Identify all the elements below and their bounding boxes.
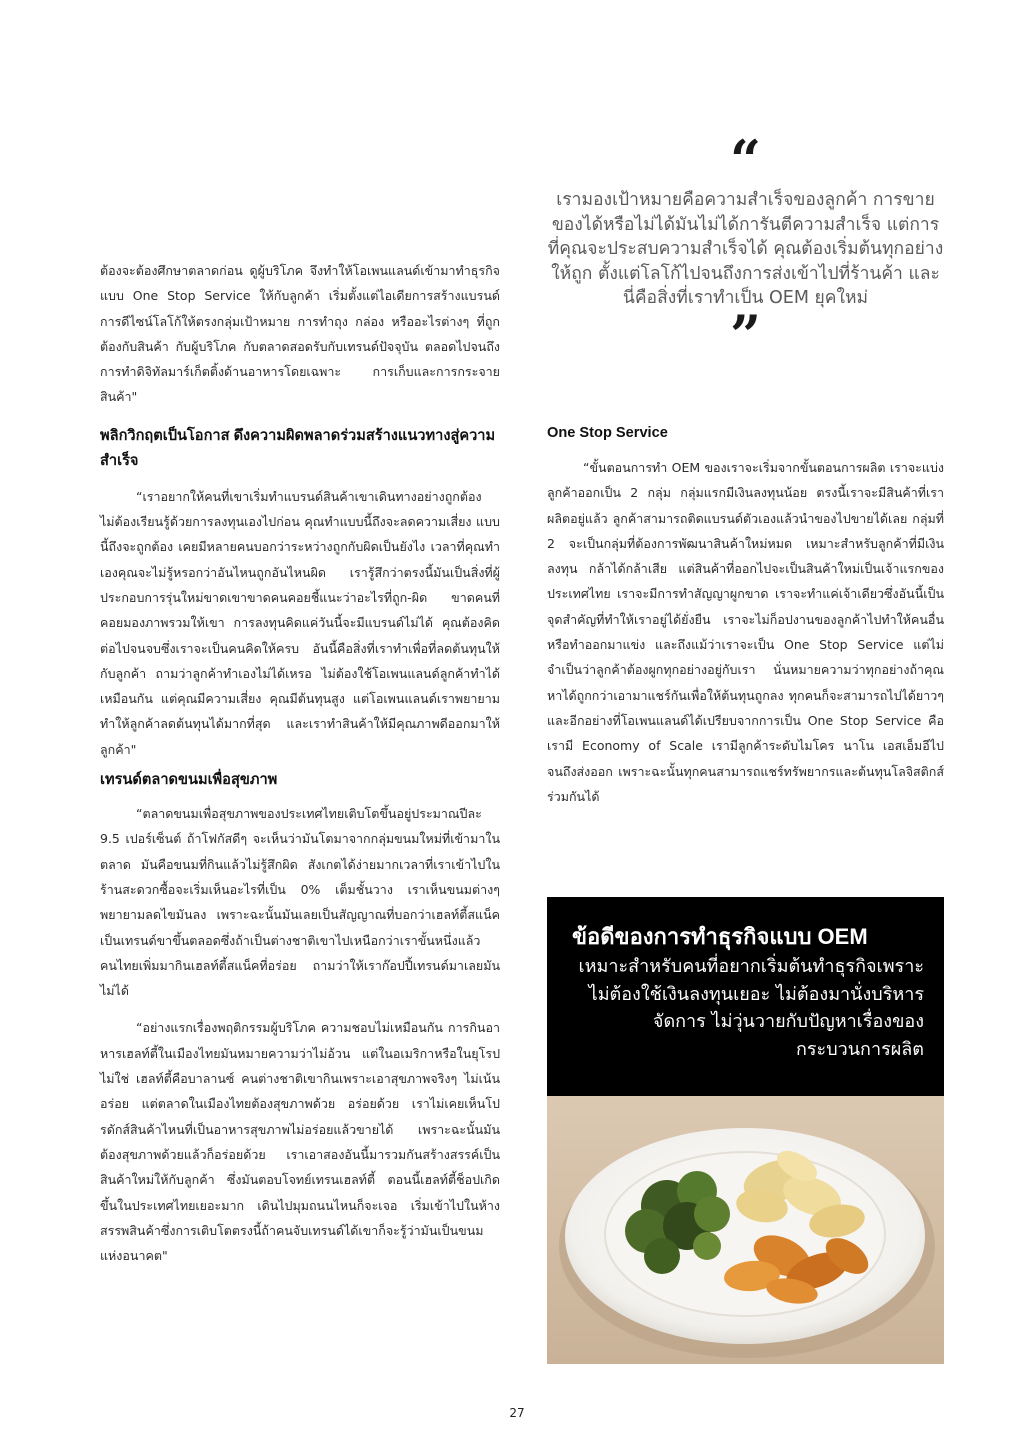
paragraph-healthy-market: “ตลาดขนมเพื่อสุขภาพของประเทศไทยเติบโตขึ้นอยู่ประมาณปีละ 9.5 เปอร์เซ็นต์ ถ้าโฟกัสดีๆ จะเห็นว่ามันโตมาจากกลุ่มขนมใหม่ที่เข้ามาในตลาด มันคือขนมที่กินแล้วไม่รู้สึกผิด สังเกตได้ง่ายมากเวลาที่เราเข้าไปในร้านสะดวกซื้อจะเริ่มเห็นอะไรที่เป็น 0% เต็มชั้นวาง เราเห็นขนมต่างๆ พยายามลดไขมันลง เพราะฉะนั้นมันเลยเป็นสัญญาณที่บอกว่าเฮลท์ตี้สแน็คเป็นเทรนด์ขาขึ้นตลอดซึ่งถ้าเป็นต่างชาติเขาไปเหนือกว่าเราขั้นหนึ่งแล้ว คนไทยเพิ่มมากินเฮลท์ตี้สแน็คที่อร่อย ถามว่าให้เราก๊อปปี้เทรนด์มาเลยมันไม่ได้ [100, 806, 500, 999]
oem-benefits-text: เหมาะสำหรับคนที่อยากเริ่มต้นทำธุรกิจเพราะไม่ต้องใช้เงินลงทุนเยอะ ไม่ต้องมานั่งบริหารจัดการ ไม่วุ่นวายกับปัญหาเรื่องของกระบวนการผลิต [578, 956, 924, 1060]
open-quote-mark: “ [729, 128, 762, 192]
oem-benefits-title: ข้อดีของการทำธุรกิจแบบ OEM [572, 924, 868, 949]
page-number: 27 [509, 1406, 525, 1420]
snack-plate-illustration [547, 1096, 944, 1364]
pull-quote-text: เรามองเป้าหมายคือความสำเร็จของลูกค้า การขายของได้หรือไม่ได้มันไม่ได้การันตีความสำเร็จ แต่การที่คุณจะประสบความสำเร็จได้ คุณต้องเริ่มต้นทุกอย่างให้ถูก ตั้งแต่โลโก้ไปจนถึงการส่งเข้าไปที่ร้านค้า และนี่คือสิ่งที่เราทำเป็น OEM ยุคใหม่ [547, 190, 944, 309]
paragraph-consumer-behavior: “อย่างแรกเรื่องพฤติกรรมผู้บริโภค ความชอบไม่เหมือนกัน การกินอาหารเฮลท์ตี้ในเมืองไทยมันหมายความว่าไม่อ้วน แต่ในอเมริกาหรือในยุโรปไม่ใช่ เฮลท์ตี้คือบาลานซ์ คนต่างชาติเขากินเพราะเอาสุขภาพจริงๆ ไม่เน้นอร่อย แต่ตลาดในเมืองไทยต้องสุขภาพด้วย อร่อยด้วย เราไม่เคยเห็นโปรดักส์สินค้าไหนที่เป็นอาหารสุขภาพไม่อร่อยแล้วขายได้ เพราะฉะนั้นมันต้องสุขภาพด้วยแล้วก็อร่อยด้วย เราเอาสองอันนี้มารวมกันสร้างสรรค์เป็นสินค้าใหม่ให้กับลูกค้า ซึ่งมันตอบโจทย์เทรนเฮลท์ตี้ ตอนนี้เฮลท์ตี้ช็อปเกิดขึ้นในประเทศไทยเยอะมาก เดินไปมุมถนนไหนก็จะเจอ เริ่มเข้าไปในห้างสรรพสินค้าซึ่งการเติบโตตรงนี้ถ้าคนจับเทรนด์ได้เขาก็จะรู้ว่ามันเป็นขนมแห่งอนาคต" [100, 1020, 500, 1264]
right-column [547, 421, 944, 809]
section-heading-healthy-snack: เทรนด์ตลาดขนมเพื่อสุขภาพ [100, 772, 278, 789]
paragraph-opportunity: “เราอยากให้คนที่เขาเริ่มทำแบรนด์สินค้าเขาเดินทางอย่างถูกต้อง ไม่ต้องเรียนรู้ด้วยการลงทุนเองไปก่อน คุณทำแบบนี้ถึงจะลดความเสี่ยง แบบนี้ถึงจะถูกต้อง เคยมีหลายคนบอกว่าระหว่างถูกกับผิดเป็นยังไง เวลาที่คุณทำเองคุณจะไม่รู้หรอกว่าอันไหนถูกอันไหนผิด เรารู้สึกว่าตรงนี้มันเป็นสิ่งที่ผู้ประกอบการรุ่นใหม่ขาดเขาขาดคนคอยชี้แนะว่าอะไรที่ถูก-ผิด ขาดคนที่คอยมองภาพรวมให้เขา การลงทุนคิดแค่วันนี้จะมีแบรนด์ไม่ได้ คุณต้องคิดต่อไปจนจบซึ่งเราจะเป็นคนคิดให้ครบ อันนี้คือสิ่งที่เราทำเพื่อที่ลดต้นทุนให้กับลูกค้า ถามว่าลูกค้าทำเองไม่ได้เหรอ ไม่ต้องใช้โอเพนแลนด์ลูกค้าทำได้เหมือนกัน แต่คุณมีความเสี่ยง คุณมีต้นทุนสูง แต่โอเพนแลนด์เราพยายามทำให้ลูกค้าลดต้นทุนได้มากที่สุด และเราทำสินค้าให้มีคุณภาพดีออกมาให้ลูกค้า" [100, 488, 500, 757]
oem-benefits-box [547, 897, 944, 1096]
paragraph-one-stop-service: “ขั้นตอนการทำ OEM ของเราจะเริ่มจากขั้นตอนการผลิต เราจะแบ่งลูกค้าออกเป็น 2 กลุ่ม กลุ่มแรกมีเงินลงทุนน้อย ตรงนี้เราจะมีสินค้าที่เราผลิตอยู่แล้ว ลูกค้าสามารถติดแบรนด์ตัวเองแล้วนำของไปขายได้เลย กลุ่มที่ 2 จะเป็นกลุ่มที่ต้องการพัฒนาสินค้าใหม่หมด เหมาะสำหรับลูกค้าที่มีเงินลงทุน กล้าได้กล้าเสีย แต่สินค้าที่ออกไปจะเป็นสินค้าใหม่เป็นเจ้าแรกของประเทศไทย เราจะมีการทำสัญญาผูกขาด เราจะทำแค่เจ้าเดียวซึ่งอันนี้เป็นจุดสำคัญที่ทำให้เราอยู่ได้ยั่งยืน เราจะไม่ก็อปงานของลูกค้าไปทำให้คนอื่นหรือทำออกมาแข่ง และถึงแม้ว่าเราจะเป็น One Stop Service แต่ไม่จำเป็นว่าลูกค้าต้องผูกทุกอย่างอยู่กับเรา นั่นหมายความว่าทุกอย่างถ้าคุณหาได้ถูกกว่าเอามาแชร์กันเพื่อให้ต้นทุนถูกลง ทุกคนก็จะสามารถไปได้ยาวๆ และอีกอย่างที่โอเพนแลนด์ได้เปรียบจากการเป็น One Stop Service คือเรามี Economy of Scale เรามีลูกค้าระดับไมโคร นาโน เอสเอ็มอีไปจนถึงส่งออก เพราะฉะนั้นทุกคนสามารถแชร์ทรัพยากรและต้นทุนโลจิสติกส์ร่วมกันได้ [547, 460, 944, 804]
intro-paragraph: ต้องจะต้องศึกษาตลาดก่อน ดูผู้บริโภค จึงทำให้โอเพนแลนด์เข้ามาทำธุรกิจแบบ One Stop Service ให้กับลูกค้า เริ่มตั้งแต่ไอเดียการสร้างแบรนด์ การดีไซน์โลโก้ให้ตรงกลุ่มเป้าหมาย การทำถุง กล่อง หรืออะไรต่างๆ ที่ถูกต้องกับสินค้า กับผู้บริโภค กับตลาดสอดรับกับเทรนด์ปัจจุบัน ตลอดไปจนถึงการทำดิจิทัลมาร์เก็ตติ้งด้านอาหารโดยเฉพาะ การเก็บและการกระจายสินค้า" [100, 263, 500, 405]
snack-plate-photo [547, 1096, 944, 1364]
left-column [100, 258, 500, 1268]
pull-quote [547, 128, 944, 367]
section-heading-opportunity: พลิกวิกฤตเป็นโอกาส ดึงความผิดพลาดร่วมสร้างแนวทางสู่ความสำเร็จ [100, 427, 496, 469]
section-heading-one-stop-service: One Stop Service [547, 425, 668, 441]
close-quote-mark: ” [729, 302, 762, 367]
